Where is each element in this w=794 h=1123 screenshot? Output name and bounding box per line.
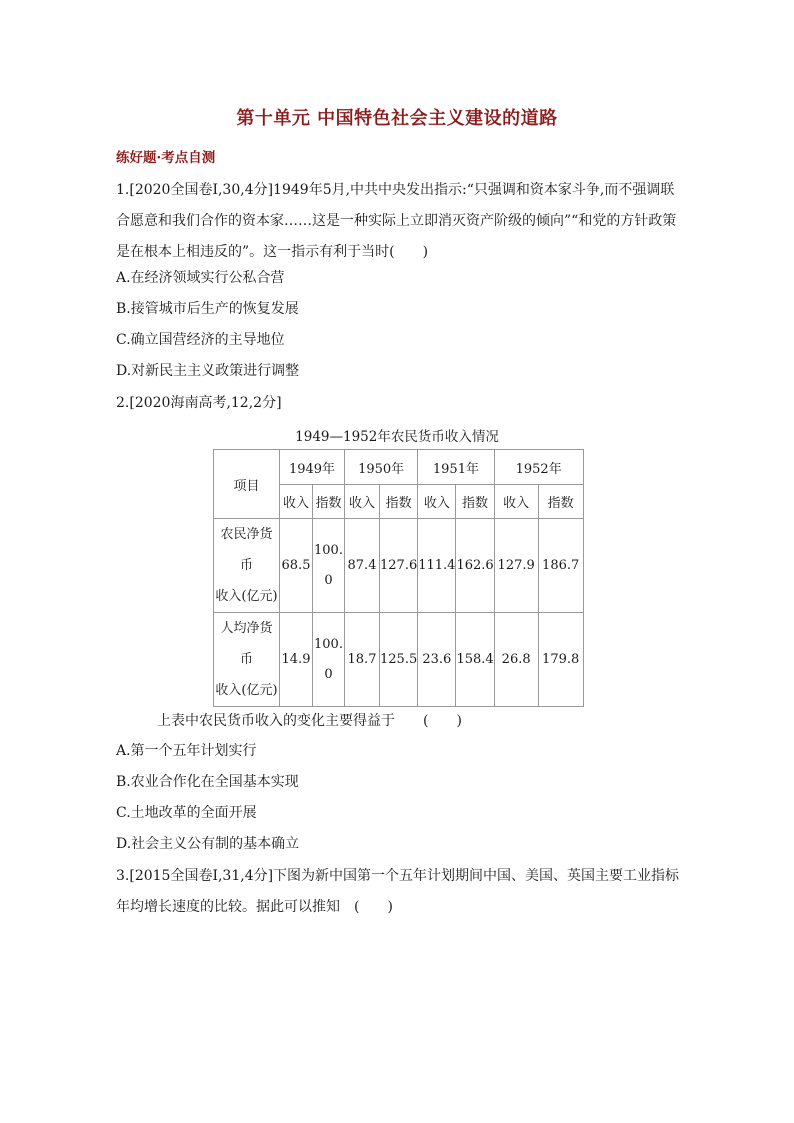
q1-option-a: A.在经济领域实行公私合营 (116, 270, 285, 286)
row-label-line: 收入(亿元) (215, 683, 278, 698)
table-cell: 127.6 (380, 519, 418, 613)
table-cell: 158.4 (456, 613, 494, 707)
subheader-income: 收入 (280, 485, 313, 519)
section-heading: 练好题·考点自测 (116, 150, 216, 166)
subheader-index: 指数 (456, 485, 494, 519)
subheader-income: 收入 (494, 485, 538, 519)
table-header-item: 项目 (214, 450, 280, 519)
subheader-income: 收入 (418, 485, 456, 519)
row-label-line: 币 (239, 558, 253, 573)
question-1-stem: 1.[2020全国卷Ⅰ,30,4分]1949年5月,中共中央发出指示:“只强调和资本家斗争,而不强调联合愿意和我们合作的资本家……这是一种实际上立即消灭资产阶级的倾向”“和党的方针政策是在根本上相违反的”。这一指示有利于当时( ) (116, 182, 677, 260)
table-cell: 179.8 (538, 613, 583, 707)
question-2-source: 2.[2020海南高考,12,2分] (116, 395, 282, 411)
income-table (213, 449, 584, 707)
row-label (214, 613, 280, 707)
table-cell: 186.7 (538, 519, 583, 613)
table-cell: 68.5 (280, 519, 313, 613)
page-title: 第十单元 中国特色社会主义建设的道路 (236, 108, 558, 129)
q1-option-b: B.接管城市后生产的恢复发展 (116, 301, 299, 317)
table-cell: 18.7 (345, 613, 380, 707)
q1-option-d: D.对新民主主义政策进行调整 (116, 363, 300, 379)
year-header: 1951年 (418, 450, 494, 485)
question-2-prompt: 上表中农民货币收入的变化主要得益于 ( ) (157, 713, 462, 729)
table-cell: 14.9 (280, 613, 313, 707)
table-cell: 162.6 (456, 519, 494, 613)
row-label-line: 币 (239, 652, 253, 667)
table-cell: 125.5 (380, 613, 418, 707)
subheader-index: 指数 (380, 485, 418, 519)
table-cell: 87.4 (345, 519, 380, 613)
table-cell: 100.0 (313, 519, 345, 613)
table-cell: 127.9 (494, 519, 538, 613)
year-header: 1949年 (280, 450, 345, 485)
table-cell: 23.6 (418, 613, 456, 707)
table-caption: 1949—1952年农民货币收入情况 (295, 429, 499, 445)
table-cell: 111.4 (418, 519, 456, 613)
q2-option-d: D.社会主义公有制的基本确立 (116, 836, 300, 852)
year-header: 1952年 (494, 450, 583, 485)
subheader-index: 指数 (538, 485, 583, 519)
q2-option-a: A.第一个五年计划实行 (116, 743, 257, 759)
q2-option-b: B.农业合作化在全国基本实现 (116, 774, 299, 790)
subheader-index: 指数 (313, 485, 345, 519)
q1-option-c: C.确立国营经济的主导地位 (116, 332, 285, 348)
year-header: 1950年 (345, 450, 418, 485)
table-cell: 26.8 (494, 613, 538, 707)
subheader-income: 收入 (345, 485, 380, 519)
question-3-stem: 3.[2015全国卷Ⅰ,31,4分]下图为新中国第一个五年计划期间中国、美国、英国主要工业指标年均增长速度的比较。据此可以推知 ( ) (116, 868, 680, 915)
table-cell: 100.0 (313, 613, 345, 707)
table-row (214, 519, 584, 613)
row-label-line: 收入(亿元) (215, 589, 278, 604)
row-label-line: 农民净货 (220, 527, 273, 542)
row-label (214, 519, 280, 613)
table-row (214, 613, 584, 707)
q2-option-c: C.土地改革的全面开展 (116, 805, 257, 821)
row-label-line: 人均净货 (220, 621, 273, 636)
